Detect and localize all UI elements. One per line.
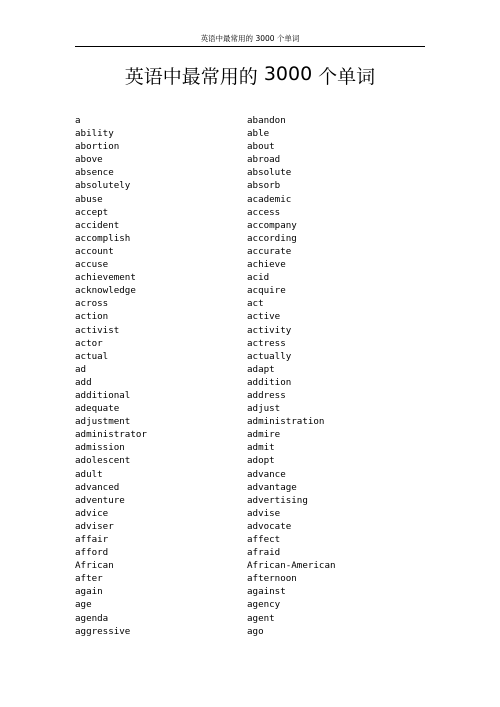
word-item: addition [247,376,292,388]
word-item: absence [75,167,114,179]
word-item: African-American [247,560,336,572]
page-title [0,62,500,92]
word-item: account [75,245,114,257]
word-item: absolutely [75,180,131,192]
word-item: advertising [247,494,308,506]
word-item: adopt [247,455,275,467]
word-item: adviser [75,520,114,532]
word-item: actor [75,337,103,349]
word-item: aggressive [75,625,131,637]
word-item: action [75,311,109,323]
word-item: acknowledge [75,285,136,297]
running-header: 英语中最常用的 3000 个单词 [200,34,300,43]
word-item: adventure [75,494,125,506]
word-item: ago [247,625,264,637]
word-item: after [75,573,103,585]
word-item: affair [75,534,109,545]
word-item: adult [75,468,103,480]
word-item: adjustment [75,416,131,428]
word-item: absolute [247,167,292,179]
word-item: agent [247,612,275,624]
word-item: African [75,560,114,572]
word-item: agenda [75,612,109,624]
word-item: afford [75,547,109,559]
word-item: additional [75,389,131,401]
word-item: adolescent [75,455,131,467]
word-item: abroad [247,154,281,166]
word-item: adjust [247,403,281,415]
word-item: activity [247,324,292,336]
word-item: administrator [75,429,147,441]
word-item: able [247,128,270,140]
word-item: activist [75,324,120,336]
word-item: ability [75,128,114,140]
word-column-left [75,114,147,638]
word-item: absorb [247,180,281,192]
word-item: active [247,311,281,323]
word-item: age [75,599,92,611]
word-item: across [75,298,109,310]
word-item: according [247,232,297,244]
word-item: accomplish [75,232,131,244]
word-item: about [247,141,275,153]
header-rule [75,46,425,47]
word-item: accuse [75,259,109,271]
word-item: access [247,206,281,218]
word-item: address [247,389,286,401]
word-item: adapt [247,363,275,375]
word-item: above [75,154,103,166]
word-item: accompany [247,219,297,231]
word-item: act [247,298,264,310]
word-item: again [75,586,103,598]
title-number: 3000 [263,63,313,85]
word-item: advice [75,507,109,519]
word-item: admire [247,429,281,441]
word-item: abandon [247,115,286,126]
word-item: actually [247,350,292,362]
word-item: affect [247,534,281,545]
word-item: against [247,586,286,598]
word-item: add [75,376,92,388]
word-item: advanced [75,481,120,493]
word-item: a [75,115,81,126]
word-item: achieve [247,259,286,271]
word-item: agency [247,599,281,611]
word-item: acid [247,272,270,284]
word-item: advise [247,507,281,519]
word-item: accurate [247,245,292,257]
word-column-right [247,114,336,638]
word-item: abortion [75,141,120,153]
word-item: advocate [247,520,292,532]
title-prefix: 英语中最常用的 [124,66,258,88]
word-item: ad [75,363,87,375]
word-item: admission [75,442,125,454]
title-suffix: 个单词 [318,66,376,88]
word-item: achievement [75,272,136,284]
word-item: acquire [247,285,286,297]
word-item: advantage [247,481,297,493]
word-item: actress [247,337,286,349]
word-item: accident [75,219,120,231]
word-item: adequate [75,403,120,415]
word-item: afternoon [247,573,297,585]
word-item: advance [247,468,286,480]
word-item: actual [75,350,109,362]
word-item: administration [247,416,325,428]
word-item: abuse [75,193,103,205]
word-item: admit [247,442,275,454]
word-item: accept [75,206,109,218]
word-item: afraid [247,547,281,559]
word-item: academic [247,193,292,205]
